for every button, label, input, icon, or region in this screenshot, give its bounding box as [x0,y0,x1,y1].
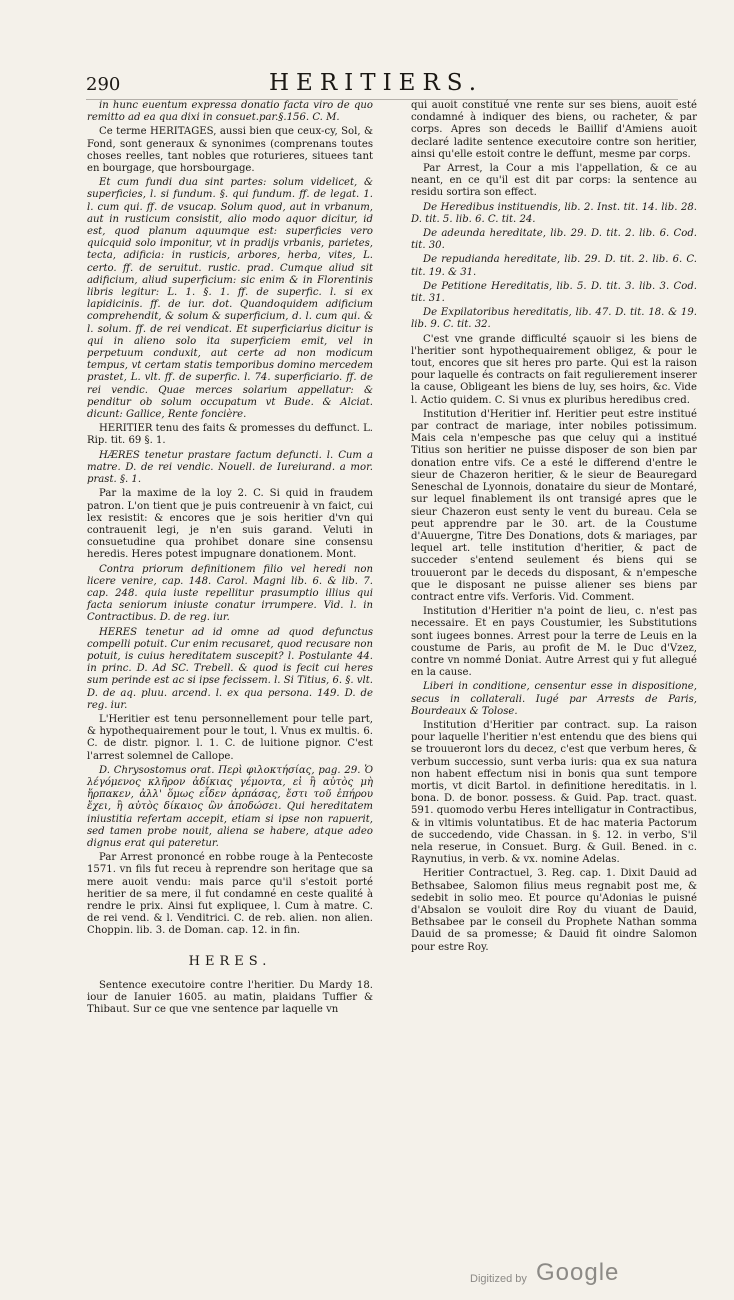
google-logo: Google [536,1259,620,1286]
paragraph: qui auoit constitué vne rente sur ses biens, auoit esté condamné à indiquer des biens, ou racheter, & par corps. Apres son deceds le Baillif d'Amiens auoit declaré ladite sentence executoire contre son heritier, ainsi qu'elle estoit contre le deffunt, mesme par corps. [411,100,697,160]
page-number: 290 [86,74,121,95]
paragraph: Institution d'Heritier par contract. sup. La raison pour laquelle l'heritier n'est entendu que des biens qui se trouueront lors du decez, c'est que verbum heres, & verbum successio, sunt verba iuris: qua ex sua natura non habent effectum nisi in bonis qua sunt tempore mortis, vt dicit Bartol. in definitione hereditatis. in l. bona. D. de bonor. possess. & Guid. Pap. tract. quast. 591. quomodo verbu Heres intelligatur in Contractibus, & in vltimis voluntatibus. Et de hac materia Pactorum de succedendo, vide Chassan. in §. 12. in verbo, S'il nela reserue, in Consuet. Burg. & Guil. Bened. in c. Raynutius, in verb. & vx. nomine Adelas. [411,719,697,866]
google-watermark [470,1259,710,1292]
paragraph: De Petitione Hereditatis, lib. 5. D. tit. 3. lib. 3. Cod. tit. 31. [411,280,697,305]
paragraph: De Heredibus instituendis, lib. 2. Inst. tit. 14. lib. 28. D. tit. 5. lib. 6. C. tit. 24. [411,201,697,225]
paragraph: De repudianda hereditate, lib. 29. D. tit. 2. lib. 6. C. tit. 19. & 31. [411,254,697,278]
running-title: HERITIERS. [268,70,484,96]
paragraph: L'Heritier est tenu personnellement pour telle part, & hypothequairement pour le tout, l. Vnus ex multis. 6. C. de distr. pignor. l. 1. C. de luitione pignor. C'est l'arrest solemnel de Callope. [87,713,373,762]
paragraph: D. Chrysostomus orat. Περὶ φιλοκτήσίας, pag. 29. Ὁ λέγόμενος κλῆρον ἀδίκιας γέμοντα, εἰ ἢ αὐτὸς μὴ ἥρπακεν, ἀλλ' ὅμως εἶδεν ἁρπάσας, ἔστι τοῦ ἐπήρου ἔχει, ἢ αὐτὸς δίκαιος ὢν ἀποδώσει. Qui hereditatem iniustitia refertam accepit, etiam si ipse non rapuerit, sed tamen probe nouit, aliena se habere, atque adeo dignus erat qui pateretur. [87,764,373,849]
watermark-prefix: Digitized by [470,1273,527,1285]
paragraph: Par la maxime de la loy 2. C. Si quid in fraudem patron. L'on tient que je puis contreuenir à vn faict, cui lex resistit: & encores que je sois heritier d'vn qui contrauenit legi, je n'en suis garand. Veluti in consuetudine qua prohibet donare sine consensu heredis. Heres potest impugnare donationem. Mont. [87,488,373,561]
page-header [86,68,666,98]
paragraph: Sentence executoire contre l'heritier. Du Mardy 18. iour de Ianuier 1605. au matin, plaidans Tuffier & Thibaut. Sur ce que vne sentence par laquelle vn [87,979,373,1016]
paragraph: De adeunda hereditate, lib. 29. D. tit. 2. lib. 6. Cod. tit. 30. [411,228,697,252]
right-column [411,100,697,956]
paragraph: Liberi in conditione, censentur esse in dispositione, secus in collaterali. Iugé par Arrests de Paris, Bourdeaux & Tolose. [411,681,697,717]
paragraph: Par Arrest, la Cour a mis l'appellation, & ce au neant, en ce qu'il est dit par corps: la sentence au residu sortira son effect. [411,163,697,199]
paragraph: Heritier Contractuel, 3. Reg. cap. 1. Dixit Dauid ad Bethsabee, Salomon filius meus regnabit post me, & sedebit in solio meo. Et pource qu'Adonias le puisné d'Absalon se vouloit dire Roy du viuant de Dauid, Bethsabee par le conseil du Prophete Nathan somma Dauid de sa promesse; & Dauid fit oindre Salomon pour estre Roy. [411,868,697,953]
left-column [87,100,373,1018]
paragraph: in hunc euentum expressa donatio facta viro de quo remitto ad ea qua dixi in consuet.par.§.156. C. M. [87,100,373,124]
paragraph: HÆRES tenetur prastare factum defuncti. l. Cum a matre. D. de rei vendic. Nouell. de Iureiurand. a mor. prast. §. 1. [87,449,373,486]
paragraph: Et cum fundi dua sint partes: solum videlicet, & superficies, l. si fundum. §. qui fundum. ff. de legat. 1. l. cum qui. ff. de vsucap. Solum quod, aut in vrbanum, aut in rusticum consistit, alio modo aquor dicitur, id est, quod planum aquumque est: superficies vero quicquid solo imponitur, vt in pradijs vrbanis, parietes, tecta, adificia: in rusticis, arbores, herba, vites, L. certo. ff. de seruitut. rustic. prad. Cumque aliud sit adificium, aliud superficium: sic enim & in Florentinis libris legitur: L. 1. §. 1. ff. de superfic. l. si ex lapidicinis. ff. de iur. dot. Quandoquidem adificium comprehendit, & solum & superficium, d. l. cum qui. & l. solum. ff. de rei vendicat. Et superficiarius dicitur is qui in alieno solo ita superficiem emit, vel in perpetuum conduxit, aut certe ad non modicum tempus, vt certam statis temporibus domino mercedem prastet, L. vlt. ff. de superfic. l. 74. superficiario. ff. de rei vendic. Quae merces solarium appellatur: & penditur ob solum occupatum vt Bude. & Alciat. dicunt: Gallice, Rente foncière. [87,177,373,421]
paragraph: Par Arrest prononcé en robbe rouge à la Pentecoste 1571. vn fils fut receu à reprendre son heritage que sa mere auoit vendu: mais parce qu'il s'estoit porté heritier de sa mere, il fut condamné en ceste qualité à rendre le prix. Ainsi fut expliquee, l. Cum à matre. C. de rei vend. & l. Venditrici. C. de reb. alien. non alien. Choppin. lib. 3. de Doman. cap. 12. in fin. [87,852,373,937]
paragraph: HERES tenetur ad id omne ad quod defunctus compelli potuit. Cur enim recusaret, quod recusare non potuit, is cuius hereditatem suscepit? l. Postulante 44. in princ. D. Ad SC. Trebell. & quod is fecit cui heres sum perinde est ac si ipse fecissem. l. Si Titius, 6. §. vlt. D. de aq. pluu. arcend. l. ex qua persona. 149. D. de reg. iur. [87,626,373,711]
paragraph: Contra priorum definitionem filio vel heredi non licere venire, cap. 148. Carol. Magni lib. 6. & lib. 7. cap. 248. quia iuste repellitur prasumptio illius qui facta seniorum iniuste conatur irrumpere. Vid. l. in Contractibus. D. de reg. iur. [87,563,373,624]
paragraph: Ce terme HERITAGES, aussi bien que ceux-cy, Sol, & Fond, sont generaux & synonimes (comprenans toutes choses reelles, tant nobles que roturieres, situees tant en bourgage, que horsbourgage. [87,126,373,175]
paragraph: HERITIER tenu des faits & promesses du deffunct. L. Rip. tit. 69 §. 1. [87,423,373,447]
paragraph: Institution d'Heritier n'a point de lieu, c. n'est pas necessaire. Et en pays Coustumier, les Substitutions sont iugees bonnes. Arrest pour la terre de Leuis en la coustume de Paris, au profit de M. le Duc d'Vzez, contre vn nommé Doniat. Autre Arrest qui y fut allegué en la cause. [411,606,697,679]
paragraph: Institution d'Heritier inf. Heritier peut estre institué par contract de mariage, inter nobiles potissimum. Mais cela n'empesche pas que celuy qui a institué Titius son heritier ne puisse disposer de son bien par donation entre vifs. Ce a esté le differend d'entre le sieur de Chazeron heritier, & le sieur de Beauregard Seneschal de Lyonnois, donataire du sieur de Montaré, sur lequel finablement ils ont transigé apres que le sieur Chazeron eust senty le vent du bureau. Cela se peut apprendre par le 30. art. de la Coustume d'Auuergne, Titre Des Donations, dots & mariages, par lequel art. telle institution d'heritier, & pact de succeder s'entend seulement és biens qui se trouueront par le deceds du disposant, & n'empesche que le disposant ne puisse aliener ses biens par contract entre vifs. Verforis. Vid. Comment. [411,408,697,603]
section-heading: HERES. [188,953,272,969]
paragraph: C'est vne grande difficulté sçauoir si les biens de l'heritier sont hypothequairement obligez, & pour le tout, encores que sit heres pro parte. Qui est la raison pour laquelle és contracts on fait regulierement inserer la cause, Obligeant les biens de luy, ses hoirs, &c. Vide l. Actio quidem. C. Si vnus ex pluribus heredibus cred. [411,333,697,406]
paragraph: De Expilatoribus hereditatis, lib. 47. D. tit. 18. & 19. lib. 9. C. tit. 32. [411,307,697,331]
